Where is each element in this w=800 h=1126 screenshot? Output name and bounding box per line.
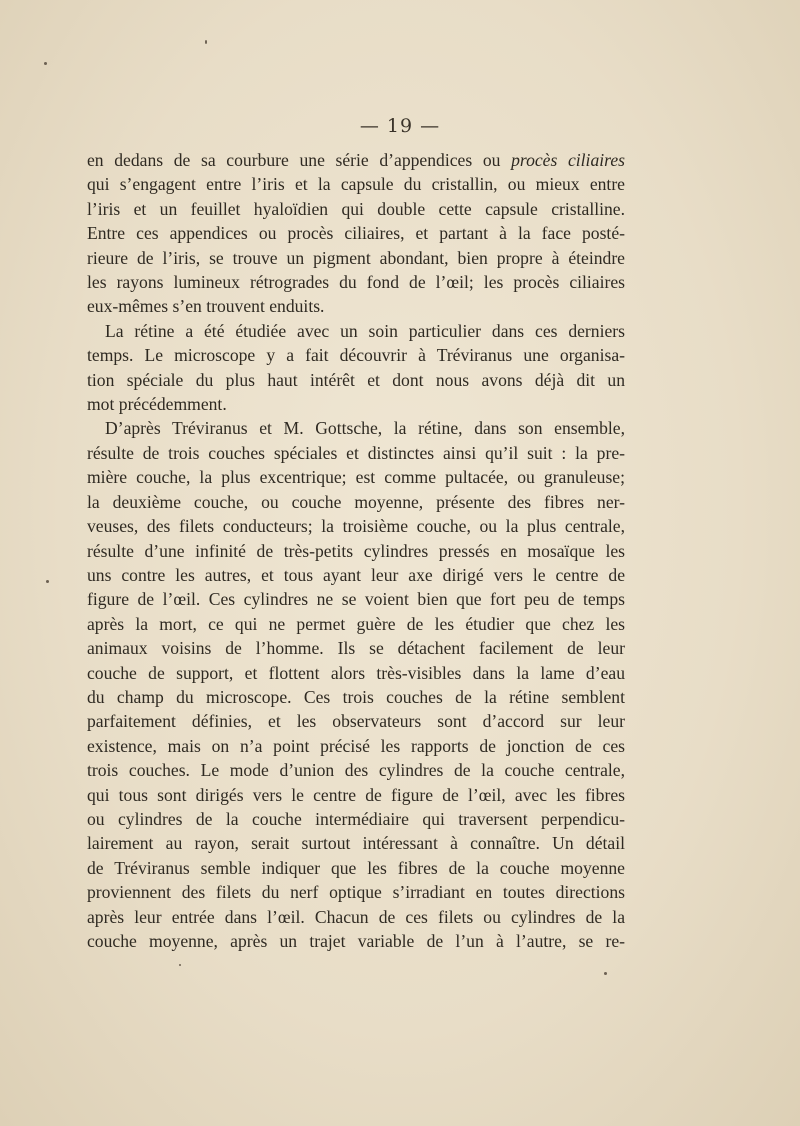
body-text (87, 148, 625, 953)
text-line: ou cylindres de la couche intermédiaire qui traversent perpendicu- (87, 808, 625, 829)
text-line: temps. Le microscope y a fait découvrir à Tréviranus une organisa- (87, 345, 625, 366)
text-line: La rétine a été étudiée avec un soin particulier dans ces derniers (105, 320, 625, 341)
text-line: après leur entrée dans l’œil. Chacun de ces filets ou cylindres de la (87, 906, 625, 927)
paper-speck (179, 964, 181, 966)
text-line: les rayons lumineux rétrogrades du fond de l’œil; les procès ciliaires (87, 272, 625, 293)
italic-term: procès ciliaires (511, 150, 625, 170)
paper-speck (205, 40, 207, 44)
text-line: animaux voisins de l’homme. Ils se détachent facilement de leur (87, 638, 625, 659)
text-line: de Tréviranus semble indiquer que les fibres de la couche moyenne (87, 857, 625, 878)
text-line: résulte de trois couches spéciales et distinctes ainsi qu’il suit : la pre- (87, 442, 625, 463)
text-line: tion spéciale du plus haut intérêt et dont nous avons déjà dit un (87, 369, 625, 390)
text-line: l’iris et un feuillet hyaloïdien qui double cette capsule cristalline. (87, 198, 625, 219)
text-line: uns contre les autres, et tous ayant leur axe dirigé vers le centre de (87, 564, 625, 585)
text-line: figure de l’œil. Ces cylindres ne se voient bien que fort peu de temps (87, 589, 625, 610)
text-line: D’après Tréviranus et M. Gottsche, la rétine, dans son ensemble, (105, 418, 625, 439)
text-line (87, 148, 625, 172)
text-line: qui tous sont dirigés vers le centre de figure de l’œil, avec les fibres (87, 784, 625, 805)
text-line-segment: en dedans de sa courbure une série d’appendices ou (87, 150, 512, 170)
text-line: lairement au rayon, serait surtout intéressant à connaître. Un détail (87, 833, 625, 854)
text-line: après la mort, ce qui ne permet guère de les étudier que chez les (87, 613, 625, 634)
text-line: veuses, des filets conducteurs; la troisième couche, ou la plus centrale, (87, 516, 625, 537)
text-line: la deuxième couche, ou couche moyenne, présente des fibres ner- (87, 491, 625, 512)
paper-speck (604, 972, 607, 975)
page-number: — 19 — (359, 115, 441, 137)
text-line: mière couche, la plus excentrique; est comme pultacée, ou granuleuse; (87, 467, 625, 488)
text-line: Entre ces appendices ou procès ciliaires, et partant à la face posté- (87, 223, 625, 244)
text-line: couche moyenne, après un trajet variable de l’un à l’autre, se re- (87, 931, 625, 951)
text-line: parfaitement définies, et les observateurs sont d’accord sur leur (87, 711, 625, 732)
paper-speck (44, 62, 47, 65)
text-line: rieure de l’iris, se trouve un pigment abondant, bien propre à éteindre (87, 247, 625, 268)
text-line: qui s’engagent entre l’iris et la capsule du cristallin, ou mieux entre (87, 174, 625, 195)
text-line: eux-mêmes s’en trouvent enduits. (87, 296, 325, 317)
text-line: mot précédemment. (87, 394, 227, 415)
text-line: résulte d’une infinité de très-petits cylindres pressés en mosaïque les (87, 540, 625, 561)
text-line: existence, mais on n’a point précisé les rapports de jonction de ces (87, 735, 625, 756)
paper-speck (46, 580, 49, 583)
text-line: du champ du microscope. Ces trois couches de la rétine semblent (87, 686, 625, 707)
text-line: couche de support, et flottent alors très-visibles dans la lame d’eau (87, 662, 625, 683)
text-line: trois couches. Le mode d’union des cylindres de la couche centrale, (87, 760, 625, 781)
text-line: proviennent des filets du nerf optique s’irradiant en toutes directions (87, 882, 625, 903)
